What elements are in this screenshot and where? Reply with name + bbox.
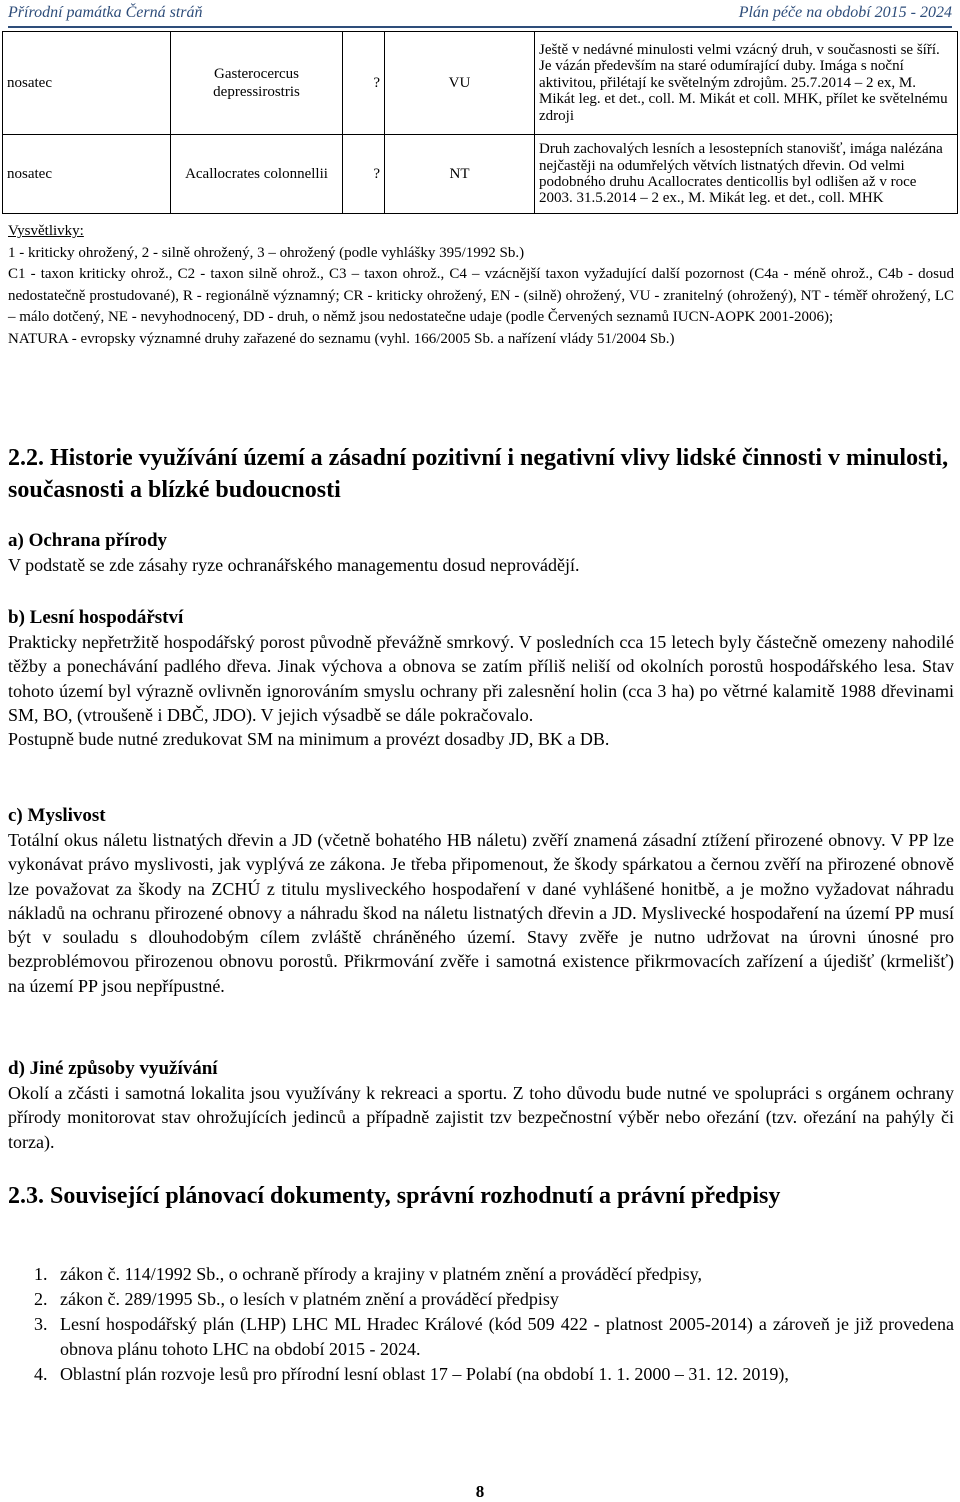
header-document-title: Přírodní památka Černá stráň xyxy=(8,4,203,21)
legend-title: Vysvětlivky: xyxy=(8,223,84,239)
header-plan-period: Plán péče na období 2015 - 2024 xyxy=(738,4,952,21)
subsection-title: d) Jiné způsoby využívání xyxy=(8,1058,218,1079)
laws-list xyxy=(8,1262,954,1387)
species-category: nosatec xyxy=(3,135,171,214)
species-status: VU xyxy=(385,32,535,135)
species-abundance: ? xyxy=(343,32,385,135)
subsection-other-uses xyxy=(8,1057,954,1154)
section-title: 2.3. Související plánovací dokumenty, správní rozhodnutí a právní předpisy xyxy=(8,1183,781,1209)
species-category: nosatec xyxy=(3,32,171,135)
species-name: Gasterocercus depressirostris xyxy=(171,32,343,135)
section-related-documents xyxy=(8,1180,954,1212)
section-title: 2.2. Historie využívání území a zásadní pozitivní i negativní vlivy lidské činnosti v minulosti, současnosti a blízké budoucnosti xyxy=(8,445,949,503)
species-note: Druh zachovalých lesních a lesostepních stanovišť, imága nalézána nejčastěji na odumřelých větvích listnatých dřevin. Od velmi podobného druhu Acallocrates denticollis byl odlišen až v roce 2003. 31.5.2014 – 2 ex., M. Mikát leg. et det., coll. MHK xyxy=(535,135,958,214)
subsection-title: a) Ochrana přírody xyxy=(8,530,168,551)
section-history xyxy=(8,442,954,506)
list-number: 3. xyxy=(34,1314,48,1334)
table-row xyxy=(3,32,958,135)
species-abundance: ? xyxy=(343,135,385,214)
list-text: zákon č. 114/1992 Sb., o ochraně přírody a krajiny v platném znění a prováděcí předpisy, xyxy=(60,1264,702,1284)
page-number: 8 xyxy=(475,1482,485,1501)
paragraph: Prakticky nepřetržitě hospodářský porost původně převážně smrkový. V posledních cca 15 letech byly částečně omezeny nahodilé těžby a ponechávání padlého dřeva. Jinak výchova a obnova se zatím příliš neliší od okolních porostů hospodářského lesa. Stav tohoto území byl výrazně ovlivněn ignorováním smyslu ochrany při zalesnění holin (cca 3 ha) po větrné kalamitě 1988 dřevinami SM, BO, (vtroušeně i DBČ, JDO). V jejich výsadbě se dále pokračovalo. xyxy=(8,632,954,725)
list-item xyxy=(8,1287,954,1312)
list-number: 2. xyxy=(34,1289,48,1309)
species-table xyxy=(2,31,958,214)
list-text: Lesní hospodářský plán (LHP) LHC ML Hradec Králové (kód 509 422 - platnost 2005-2014) a zároveň je již provedena obnova plánu tohoto LHC na období 2015 - 2024. xyxy=(60,1314,954,1359)
species-status: NT xyxy=(385,135,535,214)
legend-line: NATURA - evropsky významné druhy zařazené do seznamu (vyhl. 166/2005 Sb. a nařízení vlády 51/2004 Sb.) xyxy=(8,330,675,347)
list-item xyxy=(8,1312,954,1362)
paragraph: V podstatě se zde zásahy ryze ochranářského managementu dosud neprovádějí. xyxy=(8,555,580,575)
laws-list-container xyxy=(8,1262,954,1387)
subsection-nature-protection xyxy=(8,529,954,577)
subsection-title: b) Lesní hospodářství xyxy=(8,607,184,628)
paragraph: Okolí a zčásti i samotná lokalita jsou využívány k rekreaci a sportu. Z toho důvodu bude nutné ve spolupráci s orgánem ochrany přírody monitorovat stav ohrožujících jedinců a případně zajistit tzv bezpečnostní výběr nebo ořezání (tzv. ořezání na pahýly či torza). xyxy=(8,1083,954,1152)
legend xyxy=(8,221,954,350)
table-row xyxy=(3,135,958,214)
subsection-title: c) Myslivost xyxy=(8,805,106,826)
subsection-hunting xyxy=(8,804,954,998)
subsection-forestry xyxy=(8,606,954,751)
list-text: Oblastní plán rozvoje lesů pro přírodní lesní oblast 17 – Polabí (na období 1. 1. 2000 – 31. 12. 2019), xyxy=(60,1364,789,1384)
legend-line: C1 - taxon kriticky ohrož., C2 - taxon silně ohrož., C3 – taxon ohrož., C4 – vzácnější taxon vyžadující další pozornost (C4a - méně ohrož., C4b - dosud nedostatečně prostudované), R - regionálně významný; CR - kriticky ohrožený, EN - (silně) ohrožený, VU - zranitelný (ohrožený), NT - téměř ohrožený, LC – málo dotčený, NE - nevyhodnocený, DD - druh, o němž jsou nedostatečne udaje (podle Červených seznamů IUCN-AOPK 2001-2006); xyxy=(8,266,954,325)
legend-line: 1 - kriticky ohrožený, 2 - silně ohrožený, 3 – ohrožený (podle vyhlášky 395/1992 Sb.) xyxy=(8,244,525,261)
page-header xyxy=(8,0,952,28)
paragraph: Postupně bude nutné zredukovat SM na minimum a provézt dosadby JD, BK a DB. xyxy=(8,729,610,750)
list-number: 4. xyxy=(34,1364,48,1384)
species-note: Ještě v nedávné minulosti velmi vzácný druh, v současnosti se šíří. Je vázán především na staré odumírající duby. Imága s noční aktivitou, přilétají ke světelným zdrojům. 25.7.2014 – 2 ex, M. Mikát leg. et det., coll. M. Mikát et coll. MHK, přílet ke světelnému zdroji xyxy=(535,32,958,135)
list-item xyxy=(8,1362,954,1387)
list-text: zákon č. 289/1995 Sb., o lesích v platném znění a prováděcí předpisy xyxy=(60,1289,559,1309)
list-item xyxy=(8,1262,954,1287)
paragraph: Totální okus náletu listnatých dřevin a JD (včetně bohatého HB náletu) zvěří znamená zásadní ztížení přirozené obnovy. V PP lze vykonávat právo myslivosti, jak vyplývá ze zákona. Je třeba připomenout, že škody spárkatou a černou zvěří na přirozené obnově lze považovat za škody na ZCHÚ z titulu mysliveckého hospodaření v dané vyhlášené honitbě, a je možno vyžadovat náhradu nákladů na ochranu přirozené obnovy a náhradu škod na náletu listnatých dřevin a JD. Myslivecké hospodaření na území PP musí být v souladu s dlouhodobým cílem zvláště chráněného území. Stavy zvěře je nutno udržovat na úrovni únosné pro bezproblémovou přirozenou obnovu porostů. Přikrmování zvěře i samotná existence přikrmovacích zařízení a újedišť (krmelišť) na území PP jsou nepřípustné. xyxy=(8,830,954,996)
list-number: 1. xyxy=(34,1264,48,1284)
species-name: Acallocrates colonnellii xyxy=(171,135,343,214)
